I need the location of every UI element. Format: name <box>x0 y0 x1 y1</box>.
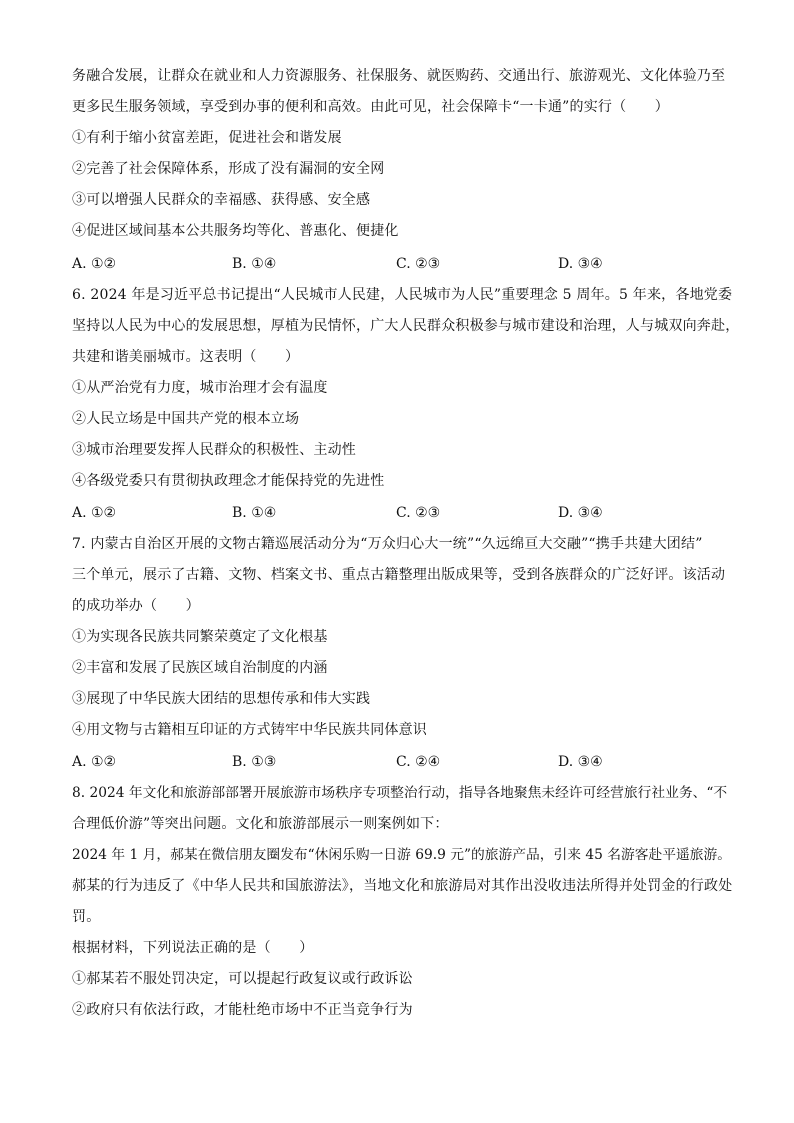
q7-item-1: ①为实现各民族共同繁荣奠定了文化根基 <box>72 629 328 645</box>
q8-item-1: ①郝某若不服处罚决定，可以提起行政复议或行政诉讼 <box>72 971 413 987</box>
q7-stem-line-1: 7. 内蒙古自治区开展的文物古籍巡展活动分为“万众归心大一统”“久远绵亘大交融”“携手共建大团结” <box>72 536 703 552</box>
q7-option-a[interactable]: A. ①② <box>72 754 117 770</box>
q6-item-3: ③城市治理要发挥人民群众的积极性、主动性 <box>72 442 356 458</box>
q5-options <box>72 254 742 274</box>
q6-stem-line-3: 共建和谐美丽城市。这表明（ ） <box>72 349 300 365</box>
q6-stem-line-2: 坚持以人民为中心的发展思想，厚植为民情怀，广大人民群众积极参与城市建设和治理，人与城双向奔赴， <box>72 318 740 334</box>
q8-stem-line-2: 合理低价游”等突出问题。文化和旅游部展示一则案例如下： <box>72 816 449 832</box>
q5-option-c[interactable]: C. ②③ <box>396 256 441 272</box>
q8-case-line-3: 罚。 <box>72 909 101 925</box>
q7-option-b[interactable]: B. ①③ <box>232 754 277 770</box>
q7-item-3: ③展现了中华民族大团结的思想传承和伟大实践 <box>72 691 371 707</box>
q6-option-d[interactable]: D. ③④ <box>558 505 603 521</box>
q8-prompt: 根据材料，下列说法正确的是（ ） <box>72 940 314 956</box>
q7-item-2: ②丰富和发展了民族区域自治制度的内涵 <box>72 660 328 676</box>
q5-option-b[interactable]: B. ①④ <box>232 256 277 272</box>
q8-item-2: ②政府只有依法行政，才能杜绝市场中不正当竞争行为 <box>72 1002 413 1018</box>
q7-option-d[interactable]: D. ③④ <box>558 754 603 770</box>
q7-option-c[interactable]: C. ②④ <box>396 754 441 770</box>
q6-option-a[interactable]: A. ①② <box>72 505 117 521</box>
q6-item-4: ④各级党委只有贯彻执政理念才能保持党的先进性 <box>72 473 385 489</box>
q6-option-b[interactable]: B. ①④ <box>232 505 277 521</box>
q5-item-3: ③可以增强人民群众的幸福感、获得感、安全感 <box>72 192 371 208</box>
q6-stem-line-1: 6. 2024 年是习近平总书记提出“人民城市人民建，人民城市为人民”重要理念 5 周年。5 年来，各地党委 <box>72 287 733 303</box>
q8-case-line-1: 2024 年 1 月，郝某在微信朋友圈发布“休闲乐购一日游 69.9 元”的旅游产品，引来 45 名游客赴平遥旅游。 <box>72 847 732 863</box>
q7-stem-line-2: 三个单元，展示了古籍、文物、档案文书、重点古籍整理出版成果等，受到各族群众的广泛好评。该活动 <box>72 567 726 583</box>
q6-item-1: ①从严治党有力度，城市治理才会有温度 <box>72 380 328 396</box>
q8-stem-line-1: 8. 2024 年文化和旅游部部署开展旅游市场秩序专项整治行动，指导各地聚焦未经许可经营旅行社业务、“不 <box>72 785 728 801</box>
q5-item-1: ①有利于缩小贫富差距，促进社会和谐发展 <box>72 130 342 146</box>
q7-item-4: ④用文物与古籍相互印证的方式铸牢中华民族共同体意识 <box>72 722 427 738</box>
q5-stem-line-2: 更多民生服务领域，享受到办事的便利和高效。由此可见，社会保障卡“一卡通”的实行（ ） <box>72 99 669 115</box>
q5-stem-line-1: 务融合发展，让群众在就业和人力资源服务、社保服务、就医购药、交通出行、旅游观光、文化体验乃至 <box>72 68 726 84</box>
q6-option-c[interactable]: C. ②③ <box>396 505 441 521</box>
q7-stem-line-3: 的成功举办（ ） <box>72 598 200 614</box>
q5-item-2: ②完善了社会保障体系，形成了没有漏洞的安全网 <box>72 161 385 177</box>
q6-options <box>72 503 742 523</box>
q8-case-line-2: 郝某的行为违反了《中华人民共和国旅游法》，当地文化和旅游局对其作出没收违法所得并处罚金的行政处 <box>72 878 733 894</box>
q6-item-2: ②人民立场是中国共产党的根本立场 <box>72 411 300 427</box>
q5-option-a[interactable]: A. ①② <box>72 256 117 272</box>
q5-option-d[interactable]: D. ③④ <box>558 256 603 272</box>
q7-options <box>72 752 742 772</box>
q5-item-4: ④促进区域间基本公共服务均等化、普惠化、便捷化 <box>72 223 399 239</box>
